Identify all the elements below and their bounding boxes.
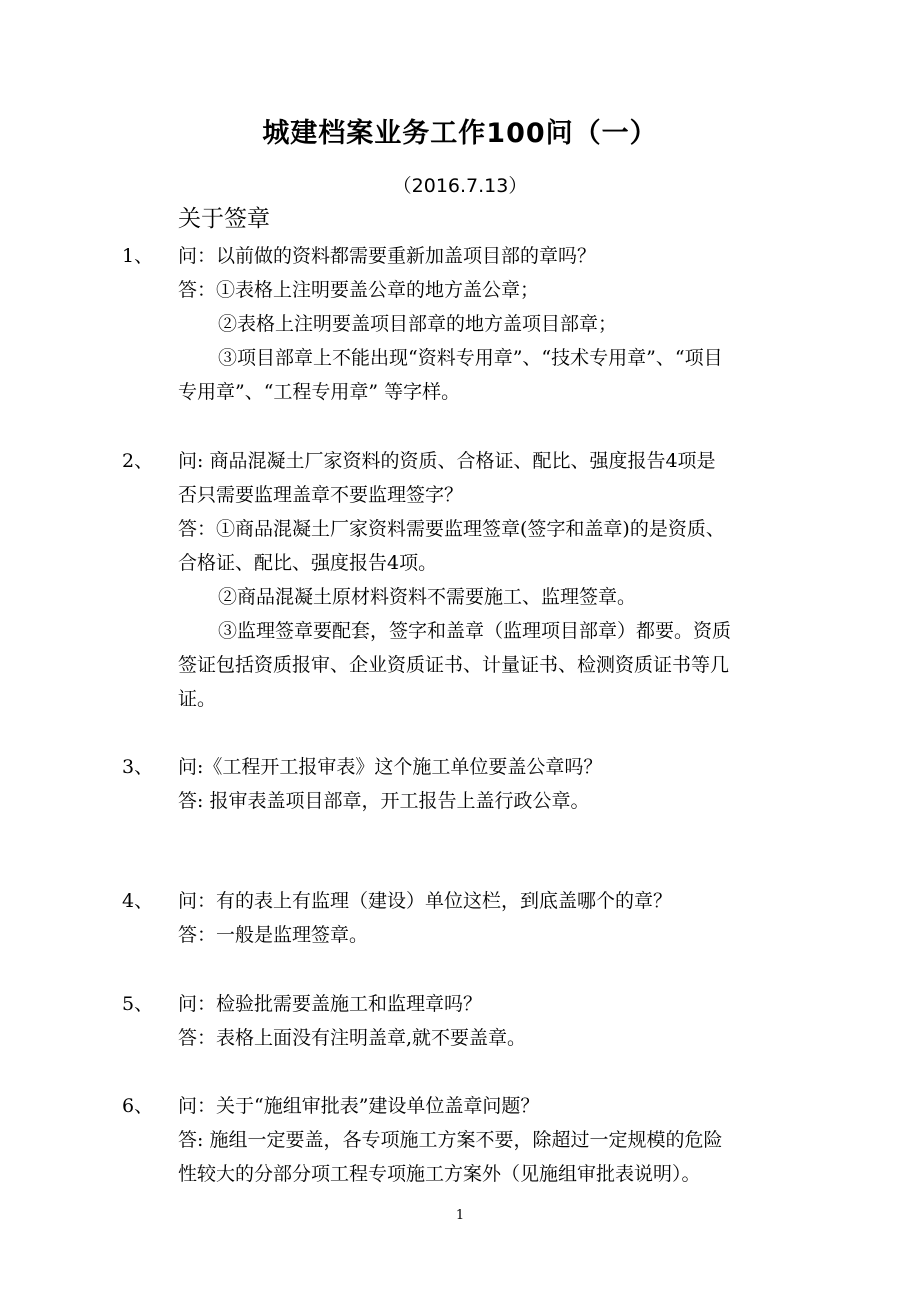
- question-line: 否只需要监理盖章不要监理签字？: [178, 484, 464, 506]
- item-number: 6、: [122, 1095, 154, 1117]
- answer-line: 答: 施组一定要盖，各专项施工方案不要，除超过一定规模的危险: [178, 1129, 723, 1151]
- item-number: 4、: [122, 890, 154, 912]
- section-heading: 关于签章: [178, 206, 270, 232]
- item-number: 2、: [122, 450, 154, 472]
- question-line: 问: 商品混凝土厂家资料的资质、合格证、配比、强度报告4项是: [178, 450, 716, 472]
- document-title: 城建档案业务工作100问（一）: [262, 118, 658, 149]
- answer-line: ②表格上注明要盖项目部章的地方盖项目部章；: [218, 313, 618, 335]
- answer-line: ③监理签章要配套，签字和盖章（监理项目部章）都要。资质: [218, 620, 732, 642]
- answer-line: 答：一般是监理签章。: [178, 924, 369, 946]
- question-line: 问：以前做的资料都需要重新加盖项目部的章吗？: [178, 245, 597, 267]
- answer-line: 答：①表格上注明要盖公章的地方盖公章；: [178, 279, 540, 301]
- answer-line: 答: 报审表盖项目部章，开工报告上盖行政公章。: [178, 790, 590, 812]
- answer-line: ③项目部章上不能出现“资料专用章”、“技术专用章”、“项目: [218, 347, 723, 369]
- answer-line: 合格证、配比、强度报告4项。: [178, 552, 438, 574]
- question-line: 问：检验批需要盖施工和监理章吗？: [178, 993, 483, 1015]
- item-number: 5、: [122, 993, 154, 1015]
- answer-line: ②商品混凝土原材料资料不需要施工、监理签章。: [218, 586, 637, 608]
- page-number: 1: [455, 1208, 465, 1223]
- question-line: 问：关于“施组审批表”建设单位盖章问题？: [178, 1095, 540, 1117]
- item-number: 1、: [122, 245, 154, 267]
- question-line: 问:《工程开工报审表》这个施工单位要盖公章吗？: [178, 756, 603, 778]
- document-date: （2016.7.13）: [392, 175, 528, 197]
- answer-line: 答：表格上面没有注明盖章,就不要盖章。: [178, 1027, 527, 1049]
- answer-line: 证。: [178, 688, 217, 710]
- answer-line: 答：①商品混凝土厂家资料需要监理签章(签字和盖章)的是资质、: [178, 518, 725, 540]
- question-line: 问：有的表上有监理（建设）单位这栏，到底盖哪个的章？: [178, 890, 673, 912]
- answer-line: 专用章”、“工程专用章” 等字样。: [178, 381, 461, 403]
- answer-line: 性较大的分部分项工程专项施工方案外（见施组审批表说明）。: [178, 1163, 701, 1185]
- answer-line: 签证包括资质报审、企业资质证书、计量证书、检测资质证书等几: [178, 654, 730, 676]
- item-number: 3、: [122, 756, 154, 778]
